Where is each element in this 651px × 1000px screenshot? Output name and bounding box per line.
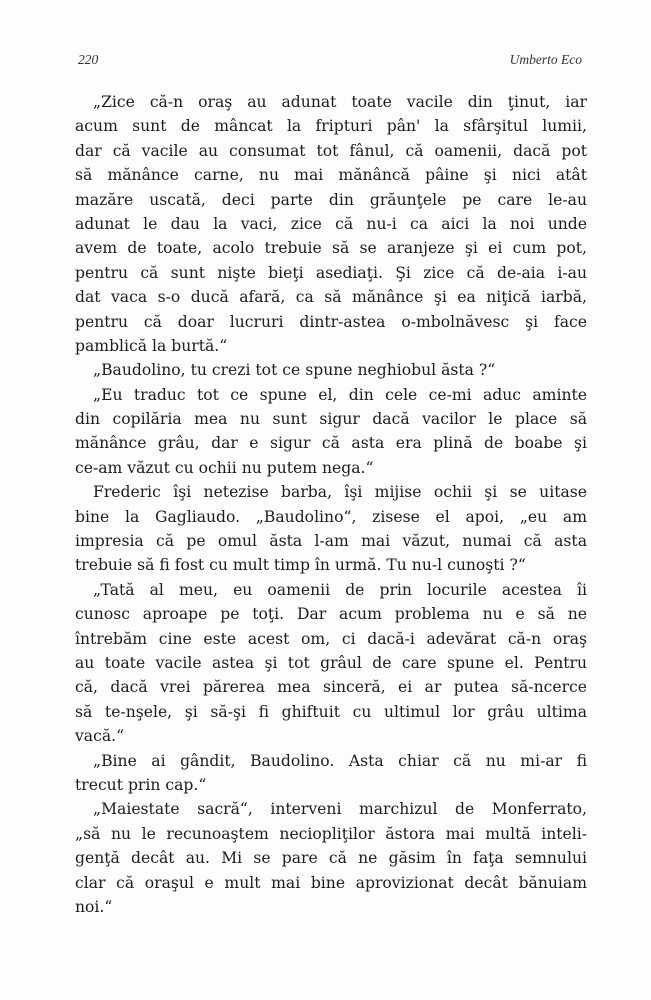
text-line: mazăre uscată, deci parte din grăunţele pe care le-au xyxy=(75,190,587,209)
text-line: adunat le dau la vaci, zice că nu-i ca aici la noi unde xyxy=(75,214,587,233)
text-line: dar că vacile au consumat tot fânul, că oamenii, dacă pot xyxy=(75,141,587,160)
text-line: acum sunt de mâncat la fripturi pân' la sfârşitul lumii, xyxy=(75,117,587,136)
text-line: „Tată al meu, eu oamenii de prin locurile acestea îi xyxy=(93,580,587,599)
text-line: mănânce grâu, dar e sigur că asta era plină de boabe şi xyxy=(75,434,587,453)
page-number: 220 xyxy=(78,52,99,67)
text-line: întrebăm cine este acest om, ci dacă-i adevărat că-n oraş xyxy=(75,629,587,648)
text-line: genţă decât au. Mi se pare că ne găsim în faţa semnului xyxy=(75,849,587,868)
text-line: trecut prin cap.“ xyxy=(75,775,207,794)
text-line: că, dacă vrei părerea mea sinceră, ei ar putea să-ncerce xyxy=(75,678,587,697)
text-line: au toate vacile astea şi tot grâul de care spune el. Pentru xyxy=(75,653,587,672)
paragraph xyxy=(75,358,587,382)
text-line: pamblică la burtă.“ xyxy=(75,336,228,355)
text-line: „să nu le recunoaştem neciopliţilor ăstora mai multă inteli- xyxy=(75,824,587,843)
text-line: „Baudolino, tu crezi tot ce spune neghiobul ăsta ?“ xyxy=(93,361,496,380)
body-text xyxy=(75,90,587,919)
paragraph xyxy=(75,578,587,749)
text-line: avem de toate, acolo trebuie să se aranjeze şi ei cum pot, xyxy=(75,239,587,258)
text-line: Frederic îşi netezise barba, îşi mijise ochii şi se uitase xyxy=(93,483,587,502)
paragraph xyxy=(75,90,587,358)
text-line: vacă.“ xyxy=(75,727,125,746)
paragraph xyxy=(75,383,587,481)
author-name: Umberto Eco xyxy=(509,52,582,67)
text-line: să mănânce carne, nu mai mănâncă pâine şi nici atât xyxy=(75,166,587,185)
text-line: impresia că pe omul ăsta l-am mai văzut, numai că asta xyxy=(75,532,587,551)
text-line: pentru că sunt nişte bieţi asediaţi. Şi zice că de-aia i-au xyxy=(75,263,587,282)
text-line: ce-am văzut cu ochii nu putem nega.“ xyxy=(75,458,374,477)
text-line: clar că oraşul e mult mai bine aprovizionat decât bănuiam xyxy=(75,873,587,892)
text-line: din copilăria mea nu sunt sigur dacă vacilor le place să xyxy=(75,410,587,429)
text-line: cunosc aproape pe toţi. Dar acum problema nu e să ne xyxy=(75,605,587,624)
text-line: „Bine ai gândit, Baudolino. Asta chiar că nu mi-ar fi xyxy=(93,751,587,770)
text-line: să te-nşele, şi să-şi fi ghiftuit cu ultimul lor grâu ultima xyxy=(75,702,587,721)
text-line: trebuie să fi fost cu mult timp în urmă. Tu nu-l cunoşti ?“ xyxy=(75,556,526,575)
text-line: dat vaca s-o ducă afară, ca să mănânce şi ea niţică iarbă, xyxy=(75,288,587,307)
text-line: noi.“ xyxy=(75,897,113,916)
paragraph xyxy=(75,480,587,578)
paragraph xyxy=(75,749,587,798)
text-line: „Maiestate sacră“, interveni marchizul de Monferrato, xyxy=(93,800,587,819)
text-line: „Eu traduc tot ce spune el, din cele ce-mi aduc aminte xyxy=(93,385,587,404)
paragraph xyxy=(75,797,587,919)
text-line: pentru că doar lucruri dintr-astea o-mbolnăvesc şi face xyxy=(75,312,587,331)
text-line: „Zice că-n oraş au adunat toate vacile din ţinut, iar xyxy=(93,93,587,111)
running-head xyxy=(78,52,582,72)
text-line: bine la Gagliaudo. „Baudolino“, zisese el apoi, „eu am xyxy=(75,507,587,526)
